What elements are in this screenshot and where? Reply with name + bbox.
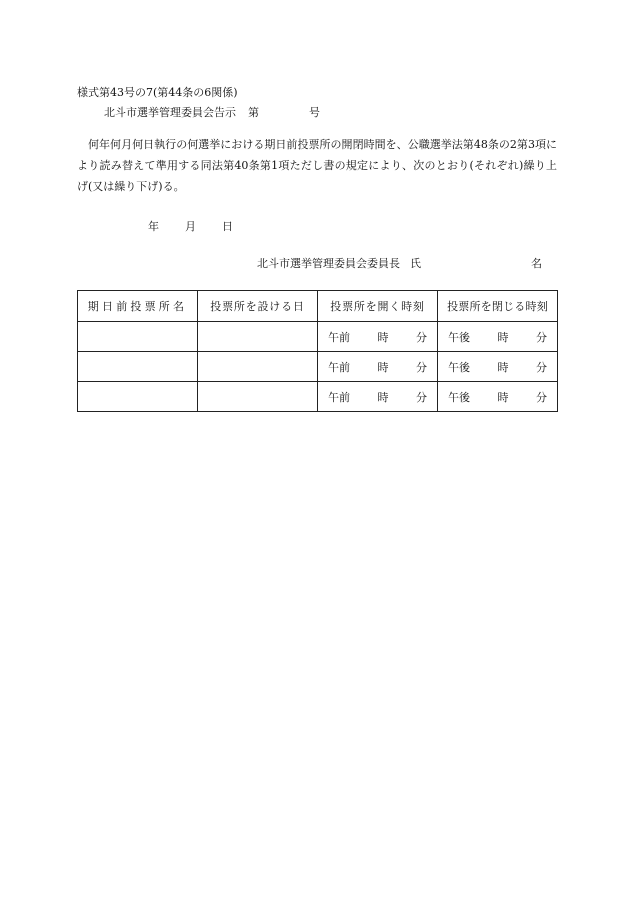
- date-day: 日: [222, 220, 233, 233]
- open-period: 午前: [328, 360, 350, 374]
- open-time-cell[interactable]: [318, 352, 438, 382]
- header-station-name: 期日前投票所名: [78, 291, 198, 322]
- notice-line: [104, 104, 320, 120]
- close-minute-unit: 分: [536, 360, 547, 374]
- date-line: [148, 218, 233, 234]
- signature-family-name: 氏: [410, 257, 421, 270]
- open-hour-unit: 時: [377, 330, 389, 344]
- close-hour-unit: 時: [497, 390, 509, 404]
- station-name-cell[interactable]: [78, 382, 198, 412]
- notice-number-prefix: 第: [248, 106, 259, 119]
- close-time-cell[interactable]: [438, 352, 558, 382]
- table-row: [78, 322, 558, 352]
- close-period: 午後: [448, 330, 470, 344]
- open-hour-unit: 時: [377, 390, 389, 404]
- open-minute-unit: 分: [416, 360, 427, 374]
- table-header-row: [78, 291, 558, 322]
- table-row: [78, 382, 558, 412]
- close-period: 午後: [448, 360, 470, 374]
- open-time-cell[interactable]: [318, 322, 438, 352]
- close-minute-unit: 分: [536, 390, 547, 404]
- polling-hours-table: [77, 290, 558, 412]
- open-minute-unit: 分: [416, 390, 427, 404]
- set-date-cell[interactable]: [198, 322, 318, 352]
- close-period: 午後: [448, 390, 470, 404]
- open-minute-unit: 分: [416, 330, 427, 344]
- close-minute-unit: 分: [536, 330, 547, 344]
- open-period: 午前: [328, 390, 350, 404]
- set-date-cell[interactable]: [198, 382, 318, 412]
- notice-body-text: 何年何月何日執行の何選挙における期日前投票所の開閉時間を、公職選挙法第48条の2第3項により読み替えて準用する同法第40条第1項ただし書の規定により、次のとおり(それぞれ)繰り上げ(又は繰り下げ)る。: [77, 138, 557, 193]
- date-month: 月: [185, 220, 196, 233]
- header-open-time: 投票所を開く時刻: [318, 291, 438, 322]
- header-close-time: 投票所を閉じる時刻: [438, 291, 558, 322]
- station-name-cell[interactable]: [78, 322, 198, 352]
- signature-title: 北斗市選挙管理委員会委員長: [257, 257, 400, 270]
- date-year: 年: [148, 220, 159, 233]
- close-time-cell[interactable]: [438, 322, 558, 352]
- close-hour-unit: 時: [497, 330, 509, 344]
- notice-number-suffix: 号: [309, 106, 320, 119]
- open-hour-unit: 時: [377, 360, 389, 374]
- form-number: 様式第43号の7(第44条の6関係): [77, 86, 238, 99]
- close-time-cell[interactable]: [438, 382, 558, 412]
- signature-line: [257, 255, 542, 271]
- notice-title: 北斗市選挙管理委員会告示: [104, 106, 236, 119]
- open-period: 午前: [328, 330, 350, 344]
- set-date-cell[interactable]: [198, 352, 318, 382]
- header-set-date: 投票所を設ける日: [198, 291, 318, 322]
- close-hour-unit: 時: [497, 360, 509, 374]
- signature-given-name: 名: [531, 257, 542, 270]
- open-time-cell[interactable]: [318, 382, 438, 412]
- station-name-cell[interactable]: [78, 352, 198, 382]
- table-row: [78, 352, 558, 382]
